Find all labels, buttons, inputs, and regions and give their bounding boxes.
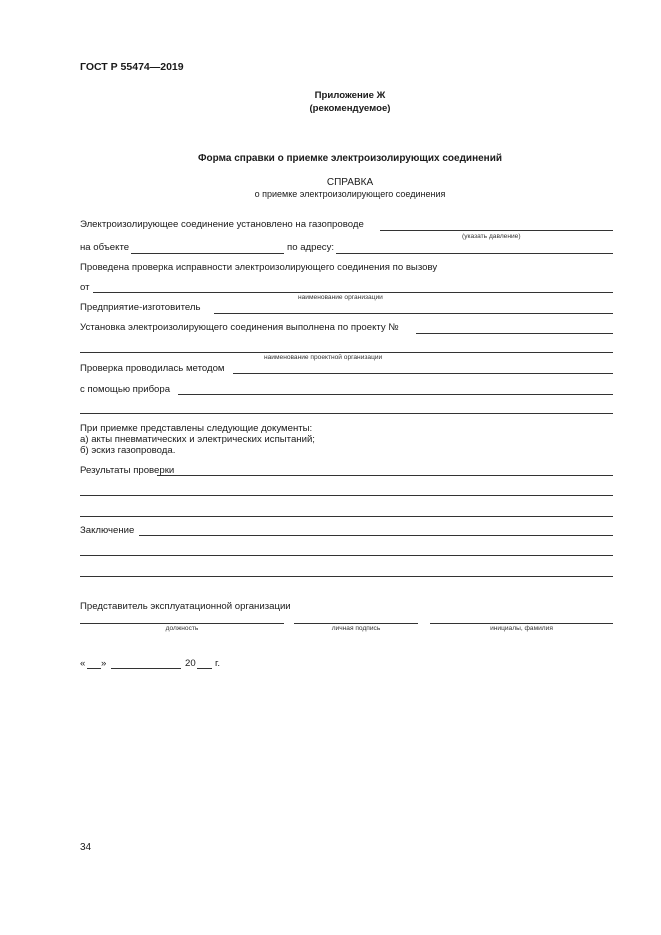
hint-pressure: (указать давление) <box>462 233 521 240</box>
label-conclusion: Заключение <box>80 525 135 536</box>
appendix-title: Приложение Ж <box>314 90 386 101</box>
hint-org-name: наименование организации <box>298 294 383 301</box>
label-installed-per-project: Установка электроизолирующего соединения выполнена по проекту № <box>80 322 399 333</box>
hint-position: должность <box>165 625 199 632</box>
label-manufacturer: Предприятие-изготовитель <box>80 302 201 313</box>
project-number-field-line[interactable] <box>416 333 613 334</box>
docs-intro: При приемке представлены следующие документы: <box>80 423 313 434</box>
label-device: с помощью прибора <box>80 384 171 395</box>
page-number: 34 <box>80 842 92 853</box>
address-field-line[interactable] <box>336 253 613 254</box>
label-at-object: на объекте <box>80 242 130 253</box>
date-close-quote: » <box>101 658 107 669</box>
name-field-line[interactable] <box>430 623 613 624</box>
appendix-status: (рекомендуемое) <box>309 103 391 114</box>
conclusion-field-line-1[interactable] <box>139 535 613 536</box>
date-open-quote: « <box>80 658 86 669</box>
results-field-line-1[interactable] <box>157 475 613 476</box>
date-year-prefix: 20 <box>185 658 196 669</box>
results-field-line-2[interactable] <box>80 495 613 496</box>
document-header: ГОСТ Р 55474—2019 <box>80 61 184 73</box>
manufacturer-field-line[interactable] <box>214 313 613 314</box>
label-at-address: по адресу: <box>287 242 335 253</box>
method-field-line[interactable] <box>233 373 613 374</box>
signature-field-line[interactable] <box>294 623 418 624</box>
design-org-field-line[interactable] <box>80 352 613 353</box>
label-check-performed: Проведена проверка исправности электроизолирующего соединения по вызову <box>80 262 438 273</box>
results-field-line-3[interactable] <box>80 516 613 517</box>
hint-design-org: наименование проектной организации <box>264 354 383 361</box>
label-from: от <box>80 282 90 293</box>
device-field-line[interactable] <box>178 394 613 395</box>
pipeline-field-line[interactable] <box>380 230 613 231</box>
doc-a: а) акты пневматических и электрических испытаний; <box>80 434 315 445</box>
from-field-line[interactable] <box>93 292 613 293</box>
form-title: Форма справки о приемке электроизолирующих соединений <box>198 153 502 164</box>
date-month-line[interactable] <box>111 668 181 669</box>
label-method: Проверка проводилась методом <box>80 363 225 374</box>
conclusion-field-line-3[interactable] <box>80 576 613 577</box>
position-field-line[interactable] <box>80 623 284 624</box>
hint-name: инициалы, фамилия <box>490 625 553 632</box>
certificate-subtitle: о приемке электроизолирующего соединения <box>254 189 446 199</box>
label-results: Результаты проверки <box>80 465 175 476</box>
conclusion-field-line-2[interactable] <box>80 555 613 556</box>
label-installed-on-pipeline: Электроизолирующее соединение установлено на газопроводе <box>80 219 364 230</box>
object-field-line[interactable] <box>131 253 284 254</box>
hint-signature: личная подпись <box>331 625 381 632</box>
date-suffix: г. <box>215 658 220 669</box>
certificate-title: СПРАВКА <box>326 177 374 188</box>
doc-b: б) эскиз газопровода. <box>80 445 176 456</box>
device-extra-line[interactable] <box>80 413 613 414</box>
label-representative: Представитель эксплуатационной организации <box>80 601 291 612</box>
date-year-line[interactable] <box>197 668 212 669</box>
date-day-line[interactable] <box>87 668 101 669</box>
